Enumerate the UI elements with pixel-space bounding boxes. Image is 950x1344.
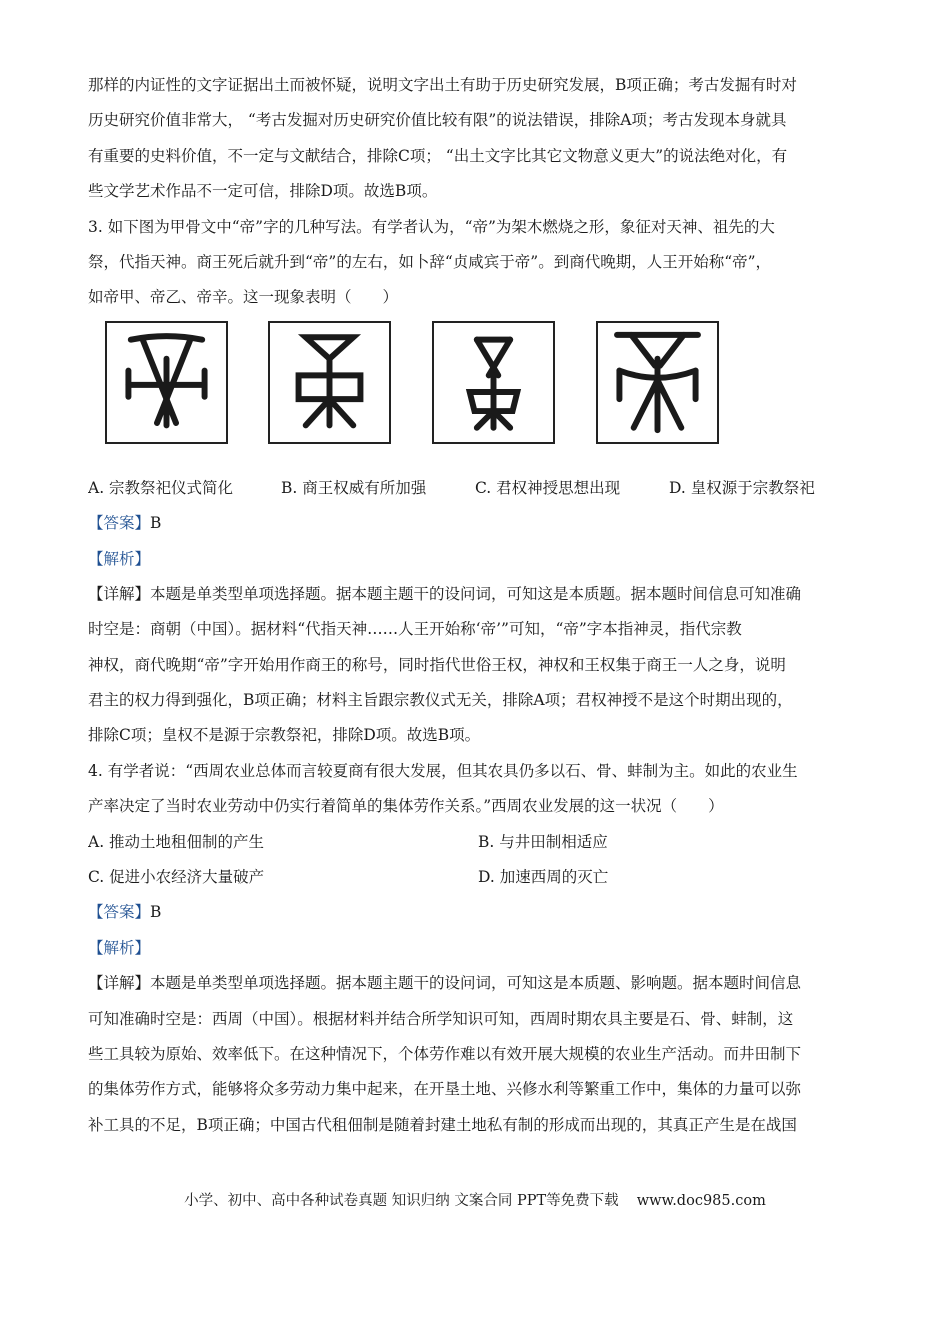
detail-label: 【详解】 xyxy=(88,974,151,993)
q4-options-row-1 xyxy=(88,825,868,860)
footer-text: 小学、初中、高中各种试卷真题 知识归纳 文案合同 PPT等免费下载 xyxy=(184,1193,619,1209)
q3-answer xyxy=(88,506,868,541)
oracle-bone-figure xyxy=(88,321,868,467)
page-footer xyxy=(0,1189,950,1210)
q4-detail-line: 些工具较为原始、效率低下。在这种情况下，个体劳作难以有效开展大规模的农业生产活动。而井田制下 xyxy=(88,1044,802,1063)
q3-detail-line: 【详解】本题是单类型单项选择题。据本题主题干的设问词，可知这是本质题。据本题时间信息可知准确 xyxy=(88,584,802,603)
q3-detail-line: 神权，商代晚期“帝”字开始用作商王的称号，同时指代世俗王权，神权和王权集于商王一人之身，说明 xyxy=(88,655,786,674)
q3-stem-line: 3. 如下图为甲骨文中“帝”字的几种写法。有学者认为，“帝”为架木燃烧之形，象征对天神、祖先的大 xyxy=(88,217,775,236)
detail-label: 【详解】 xyxy=(88,584,151,603)
q4-option-b: B. 与井田制相适应 xyxy=(478,832,608,851)
footer-url-link[interactable]: www.doc985.com xyxy=(636,1193,766,1209)
intro-line: 那样的内证性的文字证据出土而被怀疑，说明文字出土有助于历史研究发展，B项正确；考古发掘有时对 xyxy=(88,76,797,94)
analysis-label: 【解析】 xyxy=(88,549,151,568)
answer-value: B xyxy=(150,514,162,533)
oracle-bone-di-glyph-3-icon xyxy=(432,321,555,444)
q4-stem-line: 产率决定了当时农业劳动中仍实行着简单的集体劳作关系。”西周农业发展的这一状况（ ） xyxy=(88,797,724,816)
intro-line: 些文学艺术作品不一定可信，排除D项。故选B项。 xyxy=(88,182,438,201)
q4-detail-line: 【详解】本题是单类型单项选择题。据本题主题干的设问词，可知这是本质题、影响题。据本题时间信息 xyxy=(88,974,802,993)
q3-detail-line: 排除C项；皇权不是源于宗教祭祀，排除D项。故选B项。 xyxy=(88,726,481,745)
page-content xyxy=(88,68,868,1143)
q3-detail-line: 君主的权力得到强化，B项正确；材料主旨跟宗教仪式无关，排除A项；君权神授不是这个时期出现的， xyxy=(88,691,793,710)
answer-label: 【答案】 xyxy=(88,903,151,922)
oracle-bone-di-glyph-1-icon xyxy=(105,321,228,444)
q3-option-d: D. 皇权源于宗教祭祀 xyxy=(669,478,815,497)
answer-label: 【答案】 xyxy=(88,514,151,533)
q4-detail-line: 补工具的不足，B项正确；中国古代租佃制是随着封建土地私有制的形成而出现的，其真正产生是在战国 xyxy=(88,1115,797,1134)
q3-option-c: C. 君权神授思想出现 xyxy=(475,478,621,497)
analysis-label: 【解析】 xyxy=(88,938,151,957)
intro-line: 历史研究价值非常大， “考古发掘对历史研究价值比较有限”的说法错误，排除A项；考古发现本身就具 xyxy=(88,111,787,130)
q3-stem-line: 祭，代指天神。商王死后就升到“帝”的左右，如卜辞“贞咸宾于帝”。到商代晚期，人王开始称“帝”， xyxy=(88,252,772,271)
q4-option-d: D. 加速西周的灭亡 xyxy=(478,868,609,887)
q4-detail-line: 的集体劳作方式，能够将众多劳动力集中起来，在开垦土地、兴修水利等繁重工作中，集体的力量可以弥 xyxy=(88,1080,802,1099)
q3-stem-line: 如帝甲、帝乙、帝辛。这一现象表明（ ） xyxy=(88,288,399,307)
q3-options xyxy=(88,471,868,506)
intro-line: 有重要的史料价值，不一定与文献结合，排除C项； “出土文字比其它文物意义更大”的说法绝对化，有 xyxy=(88,146,788,165)
q4-detail-line: 可知准确时空是：西周（中国）。根据材料并结合所学知识可知，西周时期农具主要是石、骨、蚌制，这 xyxy=(88,1009,794,1028)
oracle-bone-di-glyph-2-icon xyxy=(268,321,391,444)
q3-detail-line: 时空是：商朝（中国）。据材料“代指天神……人王开始称‘帝’”可知，“帝”字本指神灵，指代宗教 xyxy=(88,620,742,639)
q4-analysis xyxy=(88,931,868,966)
q3-analysis xyxy=(88,542,868,577)
q4-option-a: A. 推动土地租佃制的产生 xyxy=(88,832,265,851)
oracle-bone-di-glyph-4-icon xyxy=(596,321,719,444)
answer-value: B xyxy=(150,903,162,922)
q4-options-row-2 xyxy=(88,860,868,895)
q4-option-c: C. 促进小农经济大量破产 xyxy=(88,868,265,887)
q4-stem-line: 4. 有学者说：“西周农业总体而言较夏商有很大发展，但其农具仍多以石、骨、蚌制为主。如此的农业生 xyxy=(88,761,798,780)
q4-answer xyxy=(88,895,868,930)
q3-option-a: A. 宗教祭祀仪式简化 xyxy=(88,478,234,497)
q3-option-b: B. 商王权威有所加强 xyxy=(281,478,427,497)
